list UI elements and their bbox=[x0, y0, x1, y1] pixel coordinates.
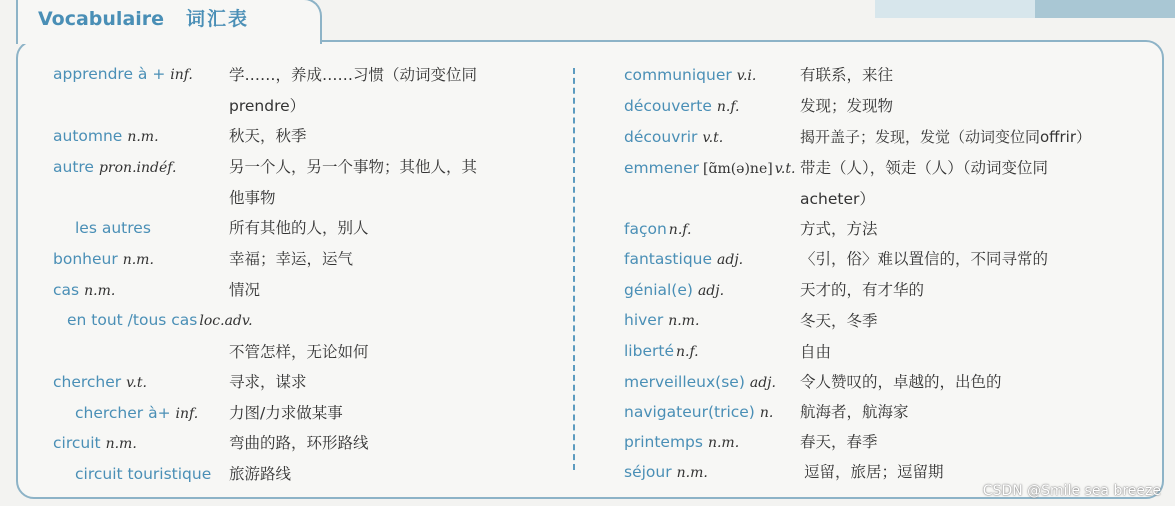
entry-headword: navigateur(trice) n. bbox=[624, 403, 774, 421]
entry-headword: circuit touristique bbox=[75, 465, 212, 483]
entry-definition: 旅游路线 bbox=[229, 465, 292, 483]
column-divider bbox=[573, 68, 575, 470]
entry-headword: génial(e) adj. bbox=[624, 281, 725, 299]
entry-headword: façon n.f. bbox=[624, 220, 692, 238]
entry-headword: bonheur n.m. bbox=[53, 250, 154, 268]
watermark: CSDN @Smile sea breeze bbox=[982, 483, 1161, 499]
entry-definition: 学……，养成……习惯（动词变位同 bbox=[229, 66, 478, 84]
entry-headword: emmener [ɑ̃m(ə)ne] v.t. bbox=[624, 159, 796, 177]
corner-decoration bbox=[875, 0, 1175, 18]
entry-definition: 带走（人），领走（人）（动词变位同 bbox=[800, 159, 1049, 177]
entry-definition: 秋天，秋季 bbox=[229, 127, 307, 145]
entry-headword: en tout /tous cas loc.adv. bbox=[67, 311, 253, 329]
entry-headword: chercher à+ inf. bbox=[75, 404, 199, 422]
entry-definition: 力图/力求做某事 bbox=[229, 404, 343, 422]
entry-definition: 寻求，谋求 bbox=[229, 373, 307, 391]
entry-headword: séjour n.m. bbox=[624, 463, 708, 481]
entry-definition: 揭开盖子；发现，发觉（动词变位同offrir） bbox=[800, 128, 1092, 146]
entry-headword: circuit n.m. bbox=[53, 434, 137, 452]
entry-definition: 幸福；幸运，运气 bbox=[229, 250, 354, 268]
entry-definition: 所有其他的人，别人 bbox=[229, 219, 369, 237]
entry-headword: chercher v.t. bbox=[53, 373, 147, 391]
entry-headword: découvrir v.t. bbox=[624, 128, 724, 146]
entry-headword: liberté n.f. bbox=[624, 342, 699, 360]
entry-definition: 天才的，有才华的 bbox=[800, 281, 925, 299]
entry-headword: merveilleux(se) adj. bbox=[624, 373, 776, 391]
entry-definition: 航海者，航海家 bbox=[800, 403, 909, 421]
entry-headword: les autres bbox=[75, 219, 151, 237]
entry-definition: 方式，方法 bbox=[800, 220, 878, 238]
entry-definition: 发现；发现物 bbox=[800, 97, 894, 115]
entry-definition: 弯曲的路，环形路线 bbox=[229, 434, 369, 452]
entry-headword: cas n.m. bbox=[53, 281, 116, 299]
entry-definition: 冬天，冬季 bbox=[800, 312, 878, 330]
entry-definition: acheter） bbox=[800, 190, 875, 208]
entry-definition: 逗留，旅居；逗留期 bbox=[804, 463, 944, 481]
entry-headword: automne n.m. bbox=[53, 127, 159, 145]
entry-definition: 令人赞叹的，卓越的，出色的 bbox=[800, 373, 1002, 391]
entry-definition: prendre） bbox=[229, 97, 306, 115]
entry-definition: 春天，春季 bbox=[800, 433, 878, 451]
entry-headword: autre pron.indéf. bbox=[53, 158, 177, 176]
entry-headword: communiquer v.i. bbox=[624, 66, 757, 84]
section-title bbox=[38, 4, 249, 31]
entry-definition: 〈引，俗〉难以置信的，不同寻常的 bbox=[800, 250, 1049, 268]
entry-definition: 他事物 bbox=[229, 189, 276, 207]
entry-headword: fantastique adj. bbox=[624, 250, 744, 268]
entry-headword: hiver n.m. bbox=[624, 311, 700, 329]
entry-definition: 情况 bbox=[229, 281, 261, 299]
entry-headword: apprendre à + inf. bbox=[53, 65, 193, 83]
entry-definition: 自由 bbox=[800, 343, 832, 361]
entry-definition: 不管怎样，无论如何 bbox=[229, 343, 369, 361]
entry-definition: 有联系，来往 bbox=[800, 66, 894, 84]
entry-definition: 另一个人，另一个事物；其他人，其 bbox=[229, 158, 478, 176]
title-french: Vocabulaire bbox=[38, 8, 165, 30]
title-chinese: 词汇表 bbox=[186, 8, 250, 30]
entry-headword: printemps n.m. bbox=[624, 433, 740, 451]
entry-headword: découverte n.f. bbox=[624, 97, 740, 115]
